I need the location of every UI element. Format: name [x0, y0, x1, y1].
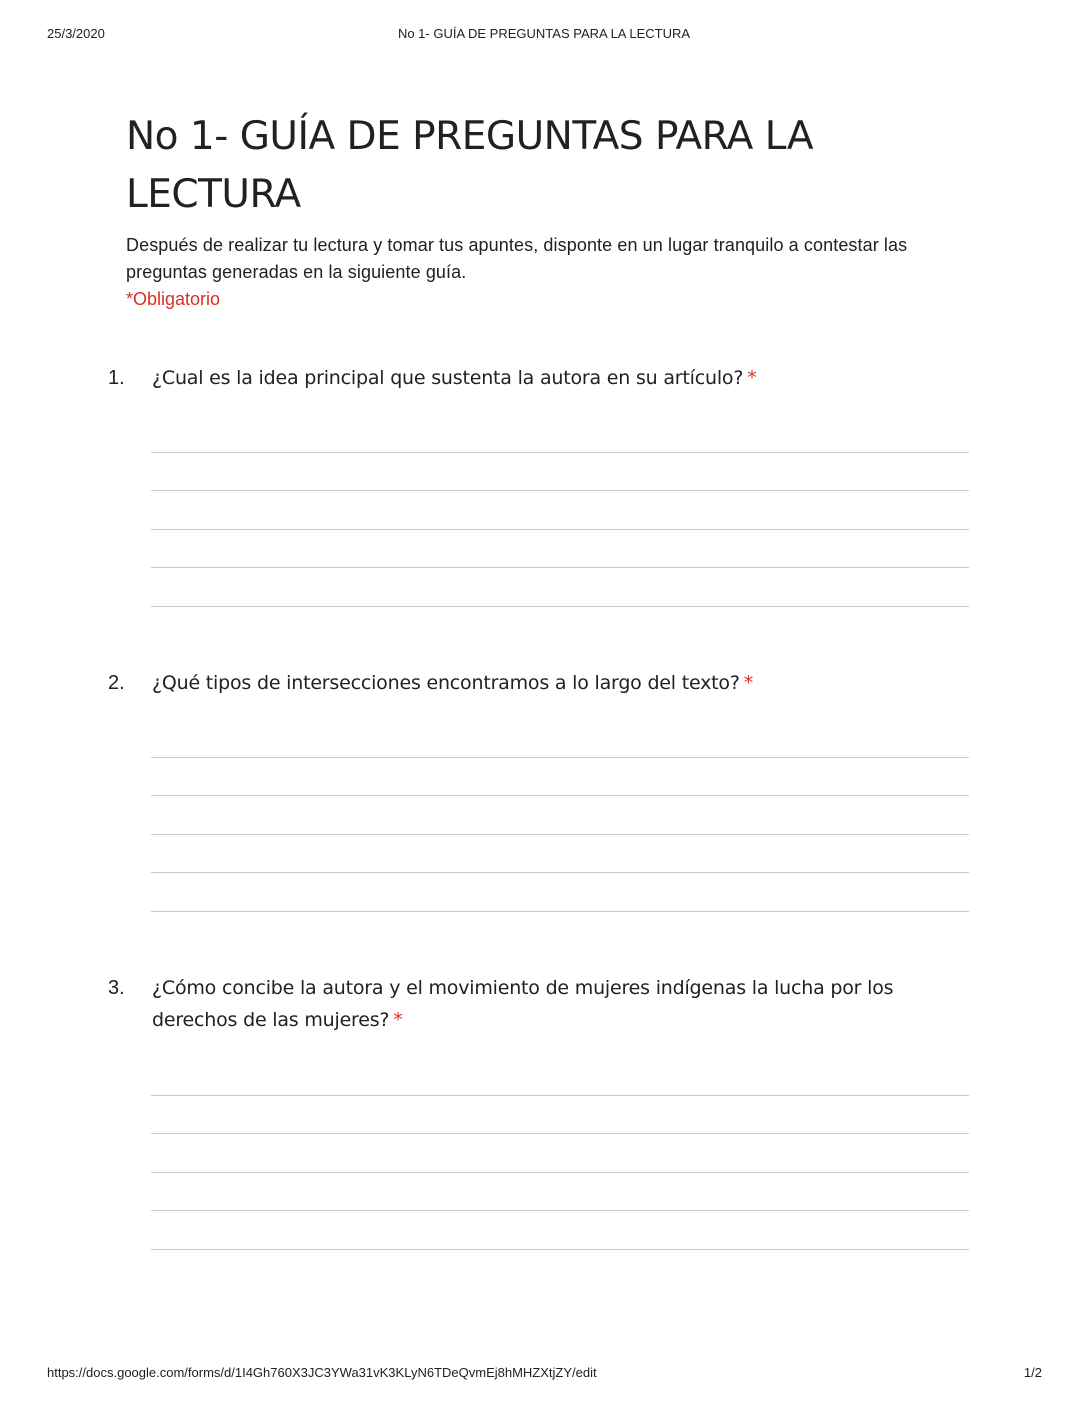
answer-line	[151, 491, 969, 530]
question-label: ¿Qué tipos de intersecciones encontramos a lo largo del texto?	[152, 672, 740, 694]
question-label: ¿Cómo concibe la autora y el movimiento de mujeres indígenas la lucha por los derechos de las mujeres?	[152, 977, 894, 1031]
answer-line	[151, 414, 969, 453]
answer-line	[151, 835, 969, 874]
required-asterisk: *	[393, 1009, 403, 1031]
question-text	[152, 972, 932, 1036]
print-url: https://docs.google.com/forms/d/1I4Gh760X3JC3YWa31vK3KLyN6TDeQvmEj8hMHZXtjZY/edit	[47, 1365, 597, 1380]
print-page-title: No 1- GUÍA DE PREGUNTAS PARA LA LECTURA	[397, 26, 691, 41]
required-asterisk: *	[747, 367, 757, 389]
answer-line	[151, 568, 969, 607]
page-number: 1/2	[1023, 1365, 1042, 1380]
form-header	[126, 108, 966, 312]
form-description: Después de realizar tu lectura y tomar tus apuntes, disponte en un lugar tranquilo a contestar las preguntas generadas en la siguiente guía.	[126, 235, 908, 282]
answer-line	[151, 719, 969, 758]
print-date: 25/3/2020	[47, 26, 105, 41]
answer-line	[151, 530, 969, 569]
question-number: 1.	[108, 367, 125, 389]
required-asterisk: *	[743, 672, 754, 694]
answer-field[interactable]	[151, 1057, 969, 1250]
question-number: 3.	[108, 977, 125, 999]
answer-line	[151, 453, 969, 492]
answer-line	[151, 758, 969, 797]
question-label: ¿Cual es la idea principal que sustenta la autora en su artículo?	[152, 367, 744, 389]
answer-field[interactable]	[151, 719, 969, 912]
answer-line	[151, 1173, 969, 1212]
question-text	[152, 362, 932, 394]
answer-line	[151, 1134, 969, 1173]
print-footer	[0, 1365, 1088, 1383]
answer-line	[151, 1057, 969, 1096]
answer-field[interactable]	[151, 414, 969, 607]
answer-line	[151, 796, 969, 835]
form-title: No 1- GUÍA DE PREGUNTAS PARA LA LECTURA	[126, 114, 814, 217]
print-header	[0, 26, 1088, 44]
answer-line	[151, 1211, 969, 1250]
answer-line	[151, 873, 969, 912]
question-text	[152, 667, 932, 699]
required-note: *Obligatorio	[126, 289, 221, 309]
question-number: 2.	[108, 672, 125, 694]
answer-line	[151, 1096, 969, 1135]
